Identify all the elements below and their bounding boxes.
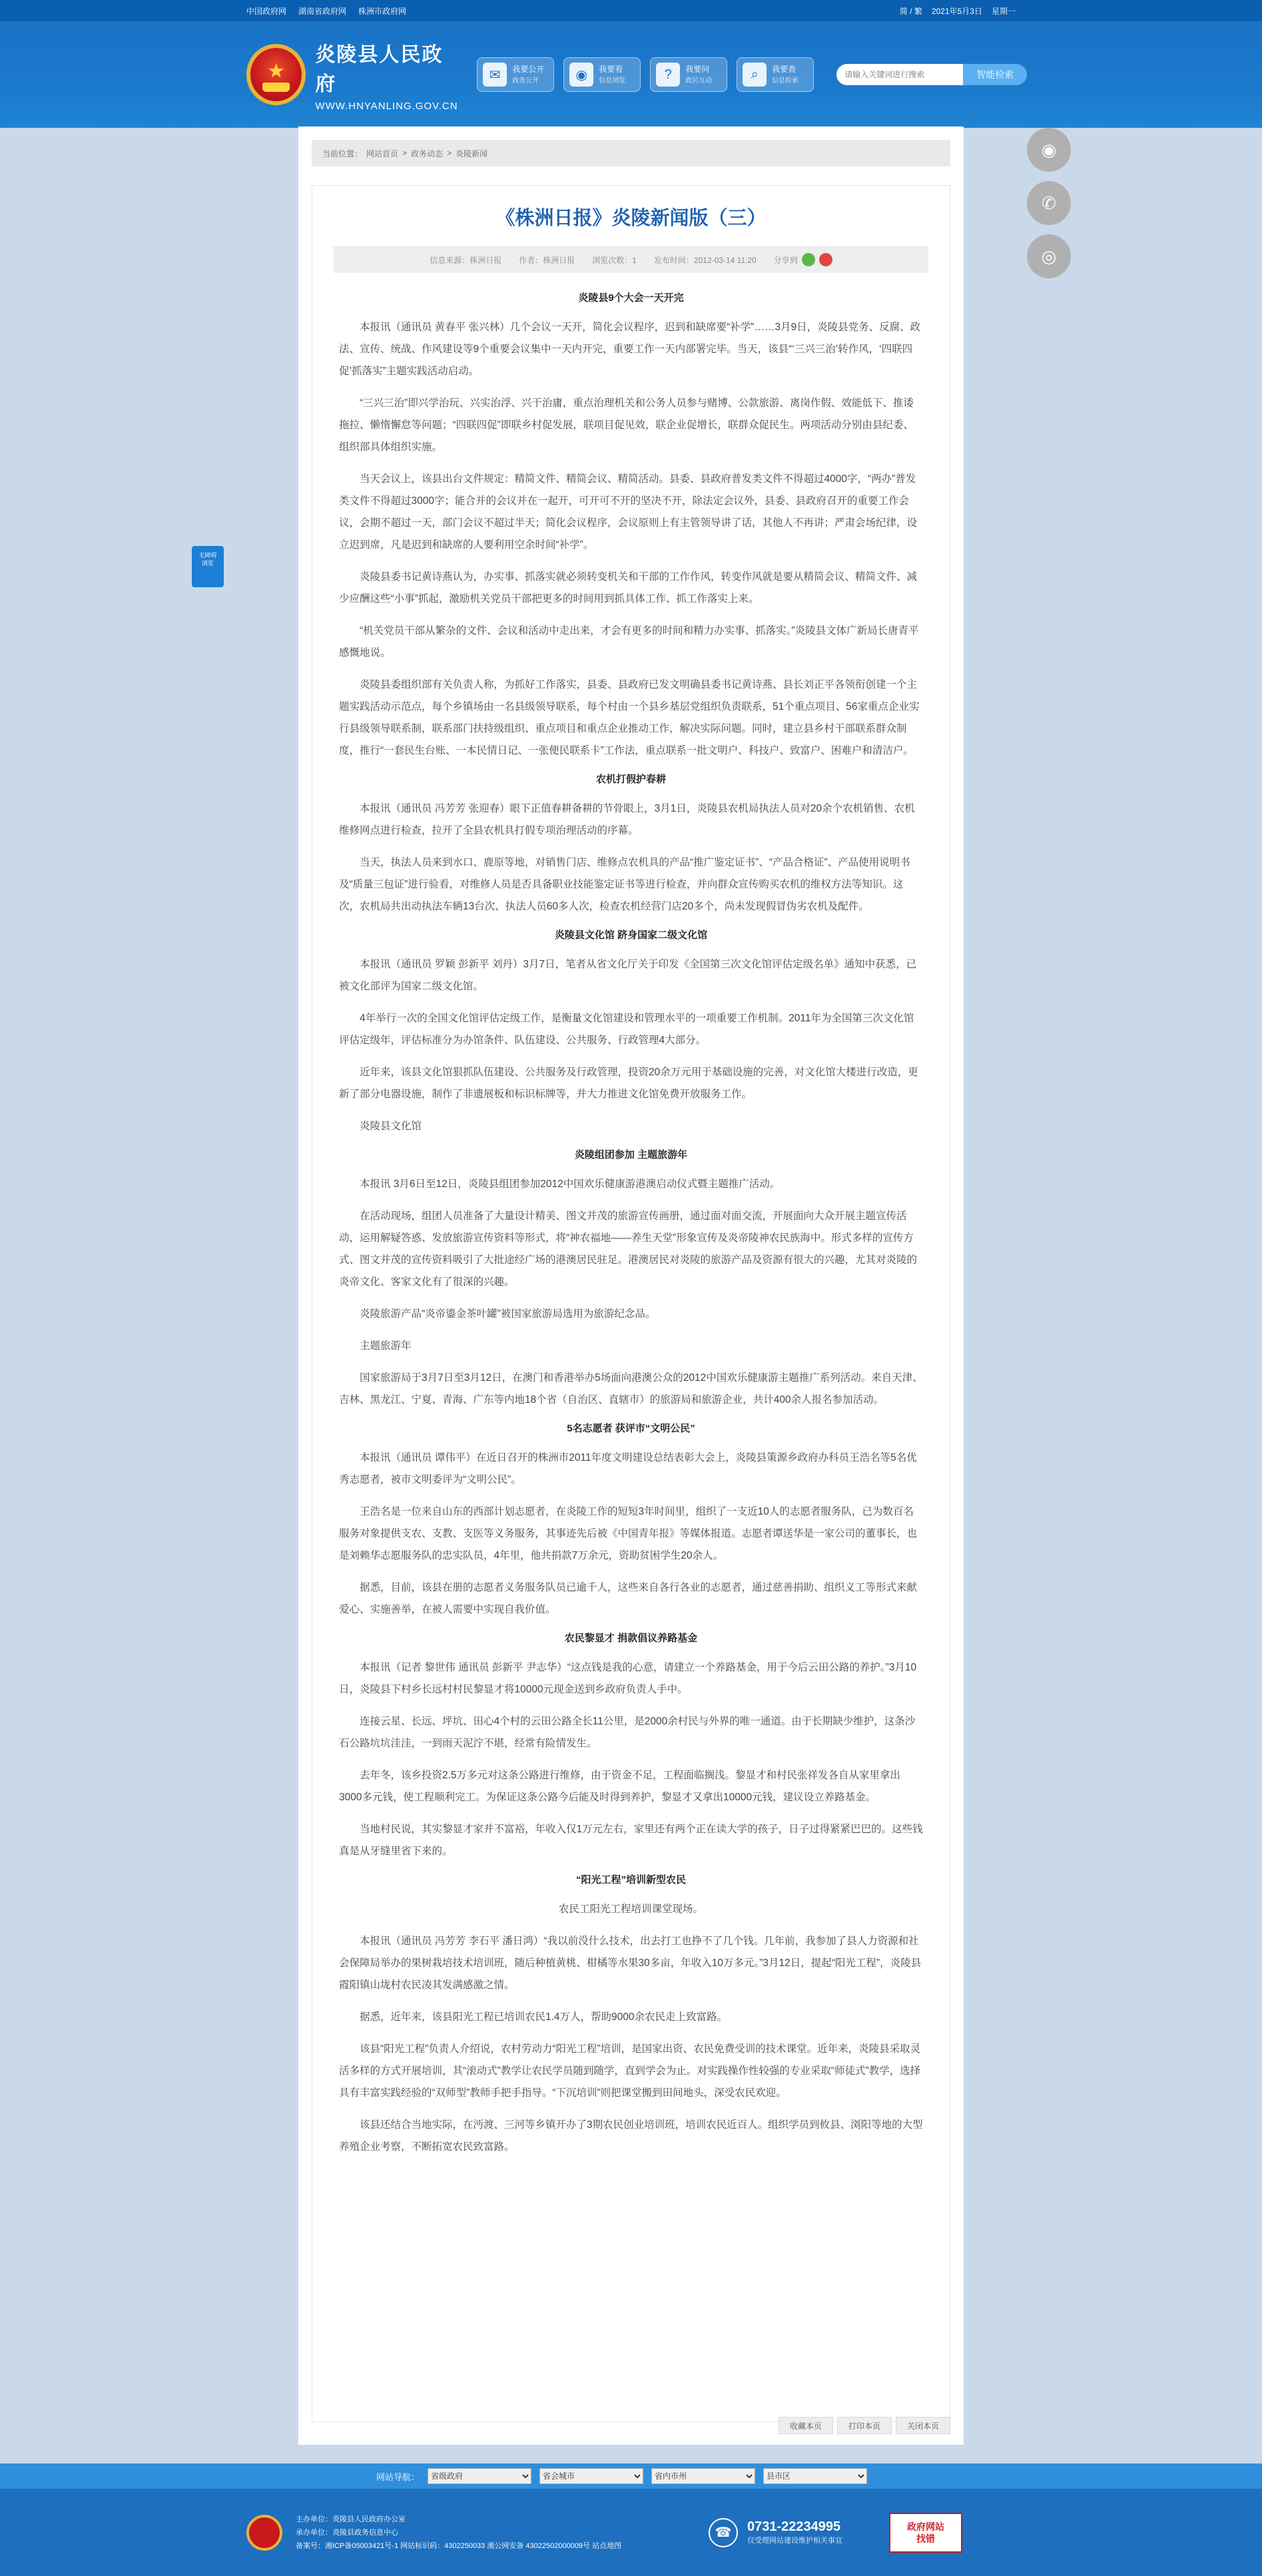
link-hunan-gov[interactable]: 湖南省政府网 (298, 6, 347, 16)
wechat-share-icon[interactable] (802, 253, 815, 266)
footer-phone (709, 2518, 842, 2547)
select-province-gov[interactable] (428, 2468, 531, 2484)
quick-open-sub: 政务公开 (512, 77, 539, 85)
article-paragraph: “三兴三治”即兴学治玩、兴实治浮、兴干治庸，重点治理机关和公务人员参与赌博、公款旅游、离岗作假、效能低下、推诿拖拉、懒惰懈怠等问题；“四联四促”即联乡村促发展，联项目促见效，联企业促增长，联群众促民生。两项活动分别由县纪委、组织部具体组织实施。 (339, 397, 914, 453)
breadcrumb-label: 当前位置： (322, 148, 363, 158)
article-paragraph: 当地村民说，其实黎显才家并不富裕，年收入仅1万元左右，家里还有两个正在读大学的孩子，日子过得紧紧巴巴的。这些钱真是从牙缝里省下来的。 (339, 1824, 923, 1857)
footer-host: 主办单位：炎陵县人民政府办公室 (296, 2515, 406, 2523)
article-paragraph: 4年举行一次的全国文化馆评估定级工作，是衡量文化馆建设和管理水平的一项重要工作机制。2011年为全国第三次文化馆评估定级年，评估标准分为办馆条件、队伍建设、公共服务、行政管理4大部分。 (339, 1013, 914, 1046)
select-capital-city[interactable] (539, 2468, 643, 2484)
breadcrumb-home[interactable]: 网站首页 (366, 148, 399, 158)
article-paragraph: 当天，执法人员来到水口、鹿原等地，对销售门店、维修点农机具的产品“推广鉴定证书”、“产品合格证”、产品使用说明书及“质量三包证”进行验看，对维修人员是否具备职业技能鉴定证书等进行检查，并向群众宣传购买农机的维权方法等知识。这次，农机局共出动执法车辆13台次、执法人员60多人次，检查农机经营门店20多个，尚未发现假冒伪劣农机及配件。 (339, 857, 910, 912)
section-heading: 炎陵县文化馆 跻身国家二级文化馆 (554, 929, 708, 941)
search-button[interactable]: 智能检索 (963, 64, 1027, 85)
phone-note: 仅受理网站建设维护相关事宜 (747, 2537, 842, 2545)
article-paragraph: 连接云星、长远、坪坑、田心4个村的云田公路全长11公里，是2000余村民与外界的唯一通道。由于长期缺少维护，这条沙石公路坑坑洼洼，一到雨天泥泞不堪，经常有险情发生。 (339, 1716, 916, 1749)
phone-number: 0731-22234995 (747, 2519, 841, 2534)
article-paragraph: 近年来，该县文化馆狠抓队伍建设、公共服务及行政管理，投资20余万元用于基础设施的完善，对文化馆大楼进行改造，更新了部分电器设施，制作了非遗展板和标识标牌等，并大力推进文化馆免费开放服务工作。 (339, 1067, 918, 1100)
question-icon: ? (656, 63, 680, 87)
site-url: WWW.HNYANLING.GOV.CN (315, 100, 458, 112)
article-paragraph: “机关党员干部从繁杂的文件、会议和活动中走出来，才会有更多的时间和精力办实事、抓落实。”炎陵县文体广新局长唐青平感慨地说。 (339, 625, 919, 658)
select-city[interactable] (651, 2468, 755, 2484)
article-paragraph: 本报讯（通讯员 冯芳芳 张迎春）眼下正值春耕备耕的节骨眼上，3月1日，炎陵县农机局执法人员对20余个农机销售、农机维修网点进行检查，拉开了全县农机具打假专项治理活动的序幕。 (339, 803, 915, 836)
article-paragraph: 该县还结合当地实际，在沔渡、三河等乡镇开办了3期农民创业培训班，培训农民近百人。组织学员到攸县、浏阳等地的大型养殖企业考察，不断拓宽农民致富路。 (339, 2119, 923, 2153)
link-zhuzhou-gov[interactable]: 株洲市政府网 (358, 6, 407, 16)
phone-icon: ☎ (709, 2518, 738, 2547)
quick-links (477, 57, 814, 92)
breadcrumb-separator: > (447, 148, 452, 158)
section-heading: 农民黎显才 捐款倡议养路基金 (564, 1633, 698, 1644)
share-group (774, 253, 832, 266)
side-tools (1027, 128, 1071, 278)
article-meta (334, 246, 928, 273)
article-paragraph: 该县“阳光工程”负责人介绍说，农村劳动力“阳光工程”培训，是国家出资、农民免费受训的技术课堂。近年来，炎陵县采取灵活多样的方式开展培训，其“滚动式”教学让农民学员随到随学，直到学会为止。对实践操作性较强的专业采取“师徒式”教学，选择具有丰富实践经验的“双师型”教师手把手指导。“下沉培训”则把课堂搬到田间地头，深受农民欢迎。 (339, 2043, 921, 2099)
link-gov-cn[interactable]: 中国政府网 (246, 6, 287, 16)
section-heading: 炎陵组团参加 主题旅游年 (574, 1149, 688, 1160)
date-text: 2021年5月3日 (931, 6, 982, 16)
quick-search-label: 我要查 (772, 65, 796, 74)
section-heading: “阳光工程”培训新型农民 (575, 1874, 686, 1886)
article-paragraph: 本报讯（通讯员 罗颖 彭新平 刘丹）3月7日，笔者从省文化厅关于印发《全国第三次文化馆评估定级名单》通知中获悉，已被文化部评为国家二级文化馆。 (339, 959, 917, 992)
gov-site-error-badge[interactable]: 政府网站 找错 (889, 2513, 962, 2553)
article-paragraph: 本报讯（通讯员 谭伟平）在近日召开的株洲市2011年度文明建设总结表彰大会上，炎陵县策源乡政府办科员王浩名等5名优秀志愿者，被市文明委评为“文明公民”。 (339, 1452, 917, 1485)
meta-source: 信息来源：株洲日报 (430, 255, 502, 265)
article-paragraph: 王浩名是一位来自山东的西部计划志愿者，在炎陵工作的短短3年时间里，组织了一支近10人的志愿者服务队，已为数百名服务对象提供支农、支教、支医等义务服务，其事迹先后被《中国青年报》等媒体报道。志愿者谭送华是一家公司的董事长，也是刘赖华志愿服务队的忠实队员，4年里，他共捐款7万余元，资助贫困学生20余人。 (339, 1506, 918, 1561)
close-page-button[interactable]: 关闭本页 (896, 2417, 950, 2434)
weibo-share-icon[interactable] (819, 253, 832, 266)
site-name: 炎陵县人民政府 (315, 43, 444, 95)
article-paragraph: 炎陵县文化馆 (360, 1121, 422, 1132)
footer-info (296, 2513, 669, 2553)
footer-contractor: 承办单位：炎陵县政务信息中心 (296, 2528, 398, 2537)
quick-view-sub: 信息浏览 (599, 77, 626, 85)
national-emblem-icon (246, 44, 306, 105)
section-heading: 5名志愿者 获评市“文明公民” (567, 1423, 695, 1434)
meta-author: 作者：株洲日报 (519, 255, 575, 265)
site-logo[interactable] (246, 38, 460, 112)
article-actions (779, 2417, 950, 2434)
eye-icon: ◉ (569, 63, 593, 87)
article-paragraph: 炎陵县委书记黄诗燕认为，办实事、抓落实就必须转变机关和干部的工作作风，转变作风就是要从精简会议、精简文件、减少应酬这些“小事”抓起，激励机关党员干部把更多的时间用到抓具体工作、抓工作落实上来。 (339, 571, 918, 605)
site-search (836, 64, 1027, 85)
article-paragraph: 本报讯 3月6日至12日，炎陵县组团参加2012中国欢乐健康游港澳启动仪式暨主题推广活动。 (360, 1178, 781, 1190)
article-paragraph: 国家旅游局于3月7日至3月12日，在澳门和香港举办5场面向港澳公众的2012中国欢乐健康游主题推广系列活动。来自天津、吉林、黑龙江、宁夏、青海、广东等内地18个省（自治区、直辖市）的旅游局和旅游企业，共计400余人报名参加活动。 (339, 1372, 923, 1406)
party-emblem-icon (246, 2515, 282, 2551)
lang-switch[interactable]: 简 / 繁 (899, 6, 922, 16)
article-paragraph: 主题旅游年 (360, 1340, 412, 1352)
breadcrumb-current[interactable]: 炎陵新闻 (456, 148, 488, 158)
article-body (326, 290, 936, 2158)
footer-nav (0, 2463, 1262, 2489)
meta-date: 发布时间：2012-03-14 11:20 (653, 255, 757, 265)
bookmark-button[interactable]: 收藏本页 (779, 2417, 833, 2434)
article (312, 185, 950, 2422)
quick-ask-label: 我要问 (685, 65, 710, 74)
article-paragraph: 炎陵县委组织部有关负责人称，为抓好工作落实，县委、县政府已发文明确县委书记黄诗燕、县长刘正平各领衔创建一个主题实践活动示范点，每个乡镇场由一名县级领导联系，每个村由一个县乡基层党组织负责联系，51个重点项目、56家重点企业实行县级领导联系制，联系部门扶持级组织、重点项目和重点企业推动工作，解决实际问题。同时，建立县乡村干部联系群众制度，推行“一套民生台账、一本民情日记、一张便民联系卡”工作法，重点联系一批文明户、科技户、致富户、困难户和清洁户。 (339, 679, 920, 756)
top-bar (0, 0, 1262, 21)
article-paragraph: 本报讯（通讯员 冯芳芳 李石平 潘日鸿）“我以前没什么技术，出去打工也挣不了几个钱。几年前，我参加了县人力资源和社会保障局举办的果树栽培技术培训班，随后种植黄桃、柑橘等水果30多亩，年收入10万多元。”3月12日，提起“阳光工程”，炎陵县霞阳镇山垅村农民凌其发满感激之情。 (339, 1935, 922, 1991)
quick-open-label: 我要公开 (512, 65, 545, 74)
select-county[interactable] (763, 2468, 867, 2484)
article-title: 《株洲日报》炎陵新闻版（三） (495, 208, 767, 229)
eye-icon[interactable]: ◉ (1027, 128, 1071, 172)
article-paragraph: 去年冬，该乡投资2.5万多元对这条公路进行维修，由于资金不足，工程面临搁浅。黎显才和村民张祥发各自从家里拿出3000多元钱，使工程顺利完工。为保证这条公路今后能及时得到养护，黎显才又拿出10000元钱，建议设立养路基金。 (339, 1770, 901, 1803)
quick-ask-button[interactable] (650, 57, 727, 92)
article-paragraph: 当天会议上，该县出台文件规定：精简文件、精简会议、精简活动。县委、县政府普发类文件不得超过4000字，“两办”普发类文件不得超过3000字；能合并的会议并在一起开，可开可不开的坚决不开，除法定会议外，县委、县政府召开的重要工作会议，会期不超过一天，部门会议不超过半天；简化会议程序，会议原则上有主管领导讲了话，其他人不再讲；严肃会场纪律，设立迟到席，凡是迟到和缺席的人要利用空余时间“补学”。 (339, 473, 918, 551)
breadcrumb (312, 140, 950, 166)
article-paragraph: 本报讯（通讯员 黄春平 张兴林）几个会议一天开，简化会议程序，迟到和缺席要“补学”……3月9日，炎陵县党务、反腐、政法、宣传、统战、作风建设等9个重要会议集中一天内开完，重要工作一天内部署完毕。当天，该县“‘三兴三治’转作风，‘四联四促’抓落实”主题实践活动启动。 (339, 322, 921, 377)
article-paragraph: 本报讯（记者 黎世伟 通讯员 彭新平 尹志华）“这点钱是我的心意，请建立一个养路基金，用于今后云田公路的养护。”3月10日，炎陵县下村乡长远村村民黎显才将10000元现金送到乡政府负责人手中。 (339, 1662, 917, 1695)
article-paragraph: 在活动现场，组团人员准备了大量设计精美、图文并茂的旅游宣传画册，通过面对面交流，开展面向大众开展主题宣传活动，运用解疑答惑、发放旅游宣传资料等形式，将“神农福地——养生天堂”形象宣传及炎帝陵神农民族海中。形式多样的宣传方式、图文并茂的宣传资料吸引了大批途经广场的港澳居民驻足。港澳居民对炎陵的旅游产品及资源有很大的兴趣，尤其对炎陵的炎帝文化、客家文化有了很深的兴趣。 (339, 1210, 918, 1288)
share-label: 分享到 (773, 255, 798, 265)
article-paragraph: 农民工阳光工程培训课堂现场。 (558, 1904, 703, 1915)
main-content (298, 127, 964, 2445)
quick-search-sub: 信息检索 (772, 77, 799, 85)
quick-ask-sub: 政民互动 (685, 77, 713, 85)
top-links (246, 5, 406, 17)
breadcrumb-news[interactable]: 政务动态 (411, 148, 444, 158)
quick-open-button[interactable] (477, 57, 554, 92)
footer-nav-label: 网站导航： (376, 2471, 420, 2482)
accessibility-badge[interactable]: 无障碍 浏览 (192, 546, 224, 587)
wechat-icon[interactable]: ✆ (1027, 181, 1071, 225)
section-heading: 农机打假护春耕 (595, 774, 666, 785)
footer-icp: 备案号：湘ICP备05003421号-1 网站标识码：4302250033 湘公网安备 43022502000009号 站点地图 (296, 2541, 622, 2550)
quick-view-label: 我要看 (599, 65, 623, 74)
quick-search-button[interactable] (737, 57, 814, 92)
top-right (900, 5, 1016, 17)
article-paragraph: 据悉，近年来，该县阳光工程已培训农民1.4万人，帮助9000余农民走上致富路。 (360, 2011, 728, 2023)
search-input[interactable] (836, 64, 963, 85)
article-paragraph: 炎陵旅游产品“炎帝鎏金茶叶罐”被国家旅游局选用为旅游纪念品。 (360, 1308, 656, 1320)
site-header (0, 21, 1262, 128)
article-paragraph: 据悉，目前，该县在册的志愿者义务服务队员已逾千人，这些来自各行各业的志愿者，通过慈善捐助、组织义工等形式来献爱心、实施善举，在被人需要中实现自我价值。 (339, 1582, 918, 1615)
breadcrumb-separator: > (402, 148, 408, 158)
chat-icon: ✉ (483, 63, 507, 87)
site-footer (0, 2489, 1262, 2576)
quick-view-button[interactable] (563, 57, 641, 92)
weibo-icon[interactable]: ◎ (1027, 234, 1071, 278)
search-doc-icon: ⌕ (743, 63, 767, 87)
print-button[interactable]: 打印本页 (837, 2417, 892, 2434)
weekday-text: 星期一 (991, 6, 1016, 16)
meta-views: 浏览次数：1 (592, 255, 637, 265)
section-heading: 炎陵县9个大会一天开完 (578, 292, 684, 304)
